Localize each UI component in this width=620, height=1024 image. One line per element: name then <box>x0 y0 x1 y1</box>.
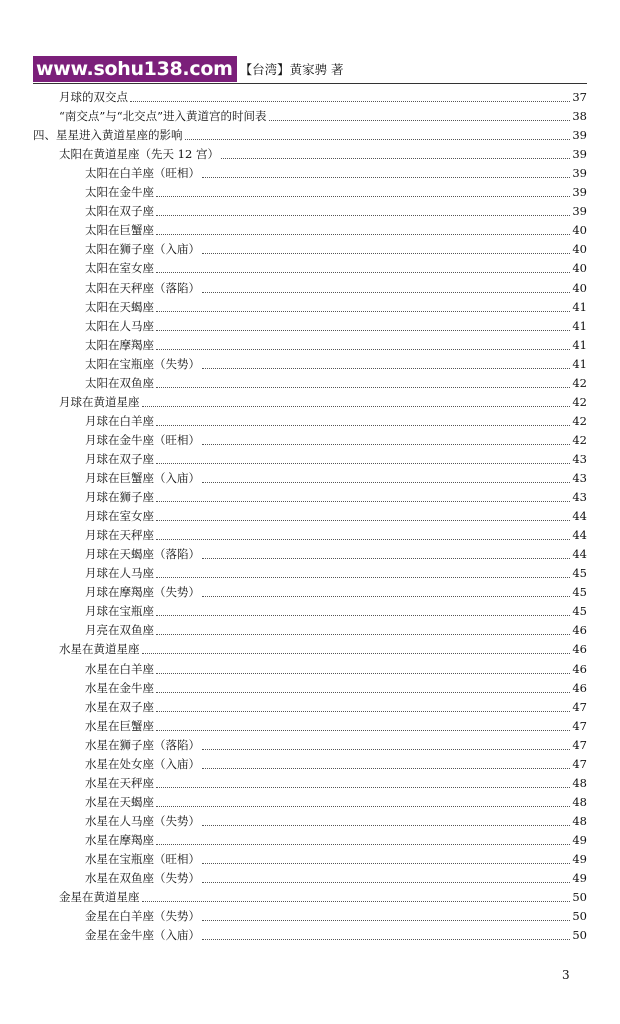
toc-entry <box>33 336 587 354</box>
toc-dot-leader <box>202 862 570 864</box>
toc-entry-page: 46 <box>572 680 587 695</box>
toc-entry-title: 水星在双鱼座（失势） <box>85 871 200 886</box>
toc-entry-page: 46 <box>572 661 587 676</box>
toc-entry-page: 49 <box>572 852 587 866</box>
toc-dot-leader <box>156 329 570 331</box>
toc-entry-page: 40 <box>572 223 587 238</box>
toc-entry-page: 42 <box>572 413 587 428</box>
toc-dot-leader <box>156 310 570 312</box>
page-number: 3 <box>562 968 570 982</box>
toc-entry-page: 43 <box>572 451 587 466</box>
toc-entry-page: 39 <box>572 185 587 200</box>
toc-entry <box>33 774 587 792</box>
toc-entry <box>33 145 587 163</box>
toc-entry-title: 太阳在双子座 <box>85 204 154 219</box>
toc-dot-leader <box>156 424 570 426</box>
toc-entry-page: 41 <box>572 356 587 371</box>
toc-entry <box>33 660 587 678</box>
toc-entry-page: 44 <box>572 509 587 524</box>
toc-entry-page: 48 <box>572 794 587 809</box>
toc-entry <box>33 621 587 639</box>
toc-entry <box>33 755 587 773</box>
toc-entry-page: 37 <box>572 90 587 104</box>
toc-entry-title: 太阳在室女座 <box>85 261 154 276</box>
toc-entry <box>33 545 587 563</box>
toc-entry-page: 47 <box>572 737 587 752</box>
toc-entry-title: 月球在摩羯座（失势） <box>85 585 200 600</box>
toc-entry-page: 42 <box>572 432 587 447</box>
toc-entry-title: 金星在金牛座（入庙） <box>85 928 200 943</box>
toc-entry-title: 水星在白羊座 <box>85 661 154 676</box>
toc-entry-page: 45 <box>572 566 587 581</box>
toc-dot-leader <box>202 938 570 940</box>
toc-entry <box>33 107 587 125</box>
toc-entry-page: 41 <box>572 299 587 314</box>
toc-entry-title: 太阳在天秤座（落陷） <box>85 280 200 295</box>
toc-entry-title: 金星在白羊座（失势） <box>85 909 200 924</box>
toc-entry-page: 50 <box>572 928 587 943</box>
toc-dot-leader <box>156 576 570 578</box>
toc-entry <box>33 317 587 335</box>
toc-entry <box>33 355 587 373</box>
toc-entry <box>33 183 587 201</box>
toc-entry-title: 金星在黄道星座 <box>59 890 140 905</box>
toc-entry-page: 47 <box>572 699 587 714</box>
toc-entry-title: 四、星星进入黄道星座的影响 <box>33 128 183 143</box>
toc-entry-title: 水星在双子座 <box>85 699 154 714</box>
toc-entry-page: 47 <box>572 756 587 771</box>
toc-entry-page: 45 <box>572 585 587 600</box>
toc-dot-leader <box>156 214 570 216</box>
toc-entry-title: 太阳在双鱼座 <box>85 375 154 390</box>
toc-dot-leader <box>202 919 570 921</box>
toc-dot-leader <box>202 595 570 597</box>
toc-entry <box>33 507 587 525</box>
toc-dot-leader <box>156 805 570 807</box>
toc-entry-title: 太阳在人马座 <box>85 318 154 333</box>
toc-entry-page: 39 <box>572 166 587 181</box>
toc-dot-leader <box>156 672 570 674</box>
toc-entry-page: 49 <box>572 871 587 886</box>
toc-entry-page: 40 <box>572 242 587 257</box>
toc-entry-page: 43 <box>572 471 587 485</box>
toc-entry-page: 39 <box>572 204 587 219</box>
toc-dot-leader <box>156 710 570 712</box>
toc-entry <box>33 679 587 697</box>
toc-entry-page: 50 <box>572 890 587 905</box>
toc-dot-leader <box>202 367 570 369</box>
toc-dot-leader <box>156 614 570 616</box>
toc-entry-title: 水星在摩羯座 <box>85 832 154 847</box>
toc-dot-leader <box>202 291 570 293</box>
toc-dot-leader <box>202 443 570 445</box>
toc-entry-page: 48 <box>572 775 587 790</box>
toc-dot-leader <box>156 786 570 788</box>
toc-entry-title: 水星在天秤座 <box>85 775 154 790</box>
header-rule <box>33 83 587 84</box>
toc-entry <box>33 259 587 277</box>
toc-entry-page: 46 <box>572 623 587 638</box>
toc-dot-leader <box>156 538 570 540</box>
toc-entry <box>33 431 587 449</box>
toc-entry-title: 水星在宝瓶座（旺相） <box>85 852 200 866</box>
toc-entry <box>33 583 587 601</box>
toc-dot-leader <box>202 252 570 254</box>
toc-entry-title: 太阳在狮子座（入庙） <box>85 242 200 257</box>
toc-entry-title: 太阳在摩羯座 <box>85 337 154 352</box>
toc-entry <box>33 164 587 182</box>
toc-entry <box>33 393 587 411</box>
toc-entry-page: 44 <box>572 528 587 543</box>
toc-entry-title: 月球在巨蟹座（入庙） <box>85 471 200 485</box>
toc-dot-leader <box>185 138 571 140</box>
toc-entry-title: 月球在室女座 <box>85 509 154 524</box>
toc-entry-title: 太阳在宝瓶座（失势） <box>85 356 200 371</box>
toc-entry <box>33 488 587 506</box>
toc-dot-leader <box>156 233 570 235</box>
toc-entry <box>33 717 587 735</box>
toc-dot-leader <box>156 633 570 635</box>
toc-dot-leader <box>156 500 570 502</box>
toc-dot-leader <box>156 729 570 731</box>
toc-entry-page: 50 <box>572 909 587 924</box>
toc-dot-leader <box>202 748 570 750</box>
toc-dot-leader <box>202 176 570 178</box>
toc-entry-title: 水星在处女座（入庙） <box>85 756 200 771</box>
toc-entry <box>33 736 587 754</box>
toc-dot-leader <box>221 157 570 159</box>
toc-entry <box>33 888 587 906</box>
toc-dot-leader <box>130 100 570 102</box>
page-header <box>33 56 344 82</box>
toc-entry <box>33 279 587 297</box>
toc-entry <box>33 374 587 392</box>
toc-dot-leader <box>156 271 570 273</box>
toc-entry <box>33 202 587 220</box>
toc-entry-title: 月球在天秤座 <box>85 528 154 543</box>
toc-dot-leader <box>269 119 571 121</box>
toc-entry-title: 水星在人马座（失势） <box>85 813 200 828</box>
toc-entry-page: 49 <box>572 832 587 847</box>
site-logo: www.sohu138.com <box>33 56 237 82</box>
toc-entry-page: 41 <box>572 337 587 352</box>
toc-dot-leader <box>156 195 570 197</box>
toc-entry-title: 月球在金牛座（旺相） <box>85 432 200 447</box>
toc-entry <box>33 564 587 582</box>
toc-entry-page: 38 <box>572 109 587 124</box>
toc-entry <box>33 793 587 811</box>
toc-entry-title: 月球在白羊座 <box>85 413 154 428</box>
toc-entry-page: 44 <box>572 547 587 562</box>
toc-dot-leader <box>156 519 570 521</box>
toc-entry-title: 太阳在白羊座（旺相） <box>85 166 200 181</box>
toc-dot-leader <box>156 843 570 845</box>
toc-entry-title: “南交点”与“北交点”进入黄道宫的时间表 <box>59 109 267 124</box>
toc-entry <box>33 926 587 944</box>
toc-entry <box>33 240 587 258</box>
toc-entry <box>33 907 587 925</box>
toc-entry-title: 月球在宝瓶座 <box>85 604 154 619</box>
toc-entry <box>33 640 587 658</box>
toc-entry-title: 太阳在金牛座 <box>85 185 154 200</box>
toc-entry <box>33 221 587 239</box>
toc-dot-leader <box>156 348 570 350</box>
toc-dot-leader <box>202 824 570 826</box>
toc-entry <box>33 602 587 620</box>
toc-entry <box>33 298 587 316</box>
toc-entry-page: 48 <box>572 813 587 828</box>
toc-entry <box>33 450 587 468</box>
author-line: 【台湾】黄家骋 著 <box>239 62 344 77</box>
toc-entry-page: 45 <box>572 604 587 619</box>
toc-dot-leader <box>156 462 570 464</box>
toc-entry-title: 太阳在天蝎座 <box>85 299 154 314</box>
toc-dot-leader <box>142 900 571 902</box>
toc-entry <box>33 469 587 487</box>
toc-entry-title: 月球在双子座 <box>85 451 154 466</box>
toc-entry-page: 42 <box>572 394 587 409</box>
toc-dot-leader <box>202 557 570 559</box>
toc-entry-page: 43 <box>572 490 587 505</box>
toc-entry-title: 月亮在双鱼座 <box>85 623 154 638</box>
toc-dot-leader <box>202 767 570 769</box>
toc-entry-title: 水星在金牛座 <box>85 680 154 695</box>
toc-entry-title: 月球在人马座 <box>85 566 154 581</box>
toc-entry <box>33 412 587 430</box>
toc-entry-title: 水星在黄道星座 <box>59 642 140 657</box>
toc-entry-page: 46 <box>572 642 587 657</box>
toc-entry <box>33 698 587 716</box>
toc-entry <box>33 850 587 868</box>
toc-dot-leader <box>142 652 571 654</box>
toc-entry-page: 39 <box>572 128 587 143</box>
toc-dot-leader <box>142 405 571 407</box>
toc-entry-title: 太阳在黄道星座（先天 12 宫） <box>59 147 219 162</box>
toc-entry <box>33 831 587 849</box>
toc-entry <box>33 88 587 106</box>
toc-dot-leader <box>156 691 570 693</box>
toc-entry-title: 月球在天蝎座（落陷） <box>85 547 200 562</box>
toc-entry-page: 40 <box>572 280 587 295</box>
toc-entry-title: 太阳在巨蟹座 <box>85 223 154 238</box>
toc-dot-leader <box>202 481 570 483</box>
toc-entry-title: 月球在黄道星座 <box>59 394 140 409</box>
toc-entry-title: 月球的双交点 <box>59 90 128 104</box>
toc-dot-leader <box>202 881 570 883</box>
toc-entry <box>33 869 587 887</box>
toc-entry-title: 水星在狮子座（落陷） <box>85 737 200 752</box>
toc-entry <box>33 812 587 830</box>
toc-entry-page: 40 <box>572 261 587 276</box>
toc-dot-leader <box>156 386 570 388</box>
toc-entry <box>33 526 587 544</box>
toc-entry-title: 水星在天蝎座 <box>85 794 154 809</box>
toc-entry-page: 47 <box>572 718 587 733</box>
toc-entry-title: 月球在狮子座 <box>85 490 154 505</box>
toc-entry-page: 39 <box>572 147 587 162</box>
toc-entry-page: 42 <box>572 375 587 390</box>
toc-entry <box>33 126 587 144</box>
toc-entry-title: 水星在巨蟹座 <box>85 718 154 733</box>
toc-entry-page: 41 <box>572 318 587 333</box>
